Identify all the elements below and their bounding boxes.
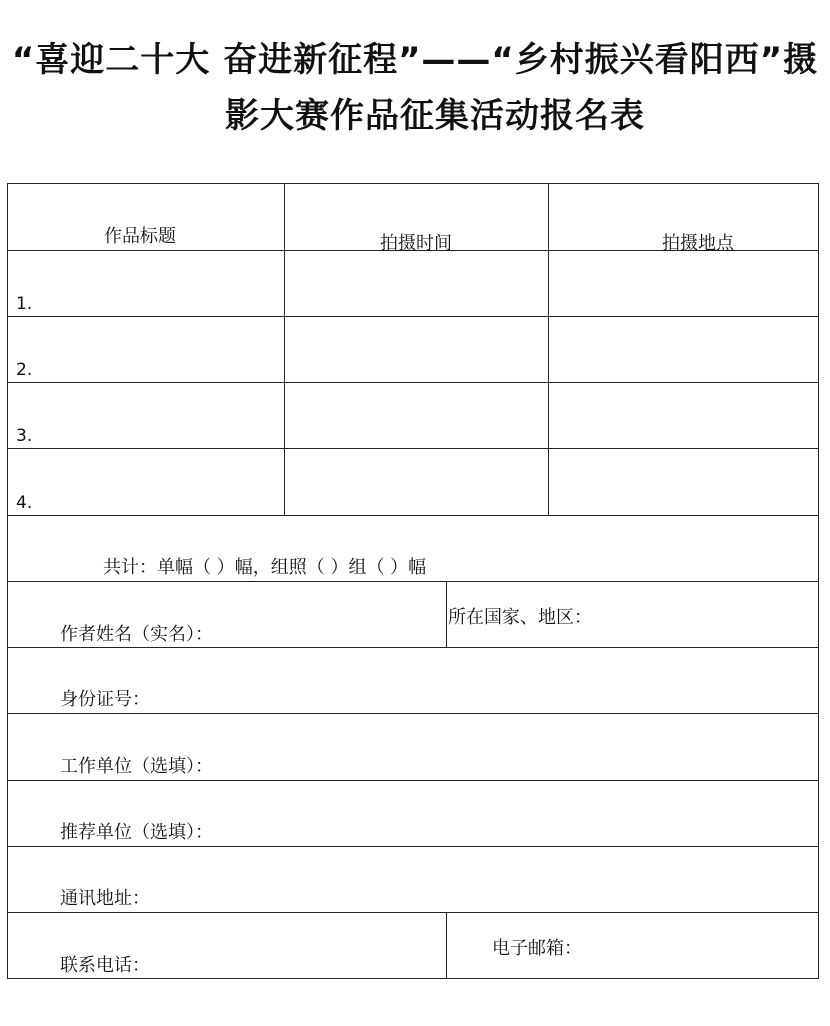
header-work-title: 作品标题 (104, 226, 176, 247)
row-divider (8, 382, 818, 383)
row-divider (8, 316, 818, 317)
address-label: 通讯地址： (60, 888, 150, 909)
column-divider (548, 184, 549, 515)
header-shoot-time: 拍摄时间 (380, 233, 452, 254)
row-divider (8, 515, 818, 516)
row-divider (8, 846, 818, 847)
author-name-label: 作者姓名（实名）： (60, 624, 213, 645)
header-shoot-place: 拍摄地点 (662, 233, 734, 254)
row-number-4: 4. (16, 493, 33, 513)
column-divider (446, 912, 447, 979)
row-number-3: 3. (16, 426, 33, 446)
recommend-unit-label: 推荐单位（选填）： (60, 822, 213, 843)
form-title-line-2: 影大赛作品征集活动报名表 (225, 96, 645, 136)
row-divider (8, 780, 818, 781)
row-number-2: 2. (16, 360, 33, 380)
country-region-label: 所在国家、地区： (448, 607, 592, 628)
row-divider (8, 448, 818, 449)
work-unit-label: 工作单位（选填）： (60, 756, 213, 777)
row-number-1: 1. (16, 294, 33, 314)
column-divider (284, 184, 285, 515)
column-divider (446, 581, 447, 647)
email-label: 电子邮箱： (492, 938, 582, 959)
row-divider (8, 713, 818, 714)
registration-form-table (7, 183, 819, 979)
row-divider (8, 581, 818, 582)
id-number-label: 身份证号： (60, 689, 150, 710)
row-divider (8, 912, 818, 913)
total-count-label: 共计：单幅（ ）幅，组照（ ）组（ ）幅 (103, 557, 427, 578)
form-title-line-1: “喜迎二十大 奋进新征程”——“乡村振兴看阳西”摄 (11, 40, 819, 80)
row-divider (8, 647, 818, 648)
phone-label: 联系电话： (60, 955, 150, 976)
